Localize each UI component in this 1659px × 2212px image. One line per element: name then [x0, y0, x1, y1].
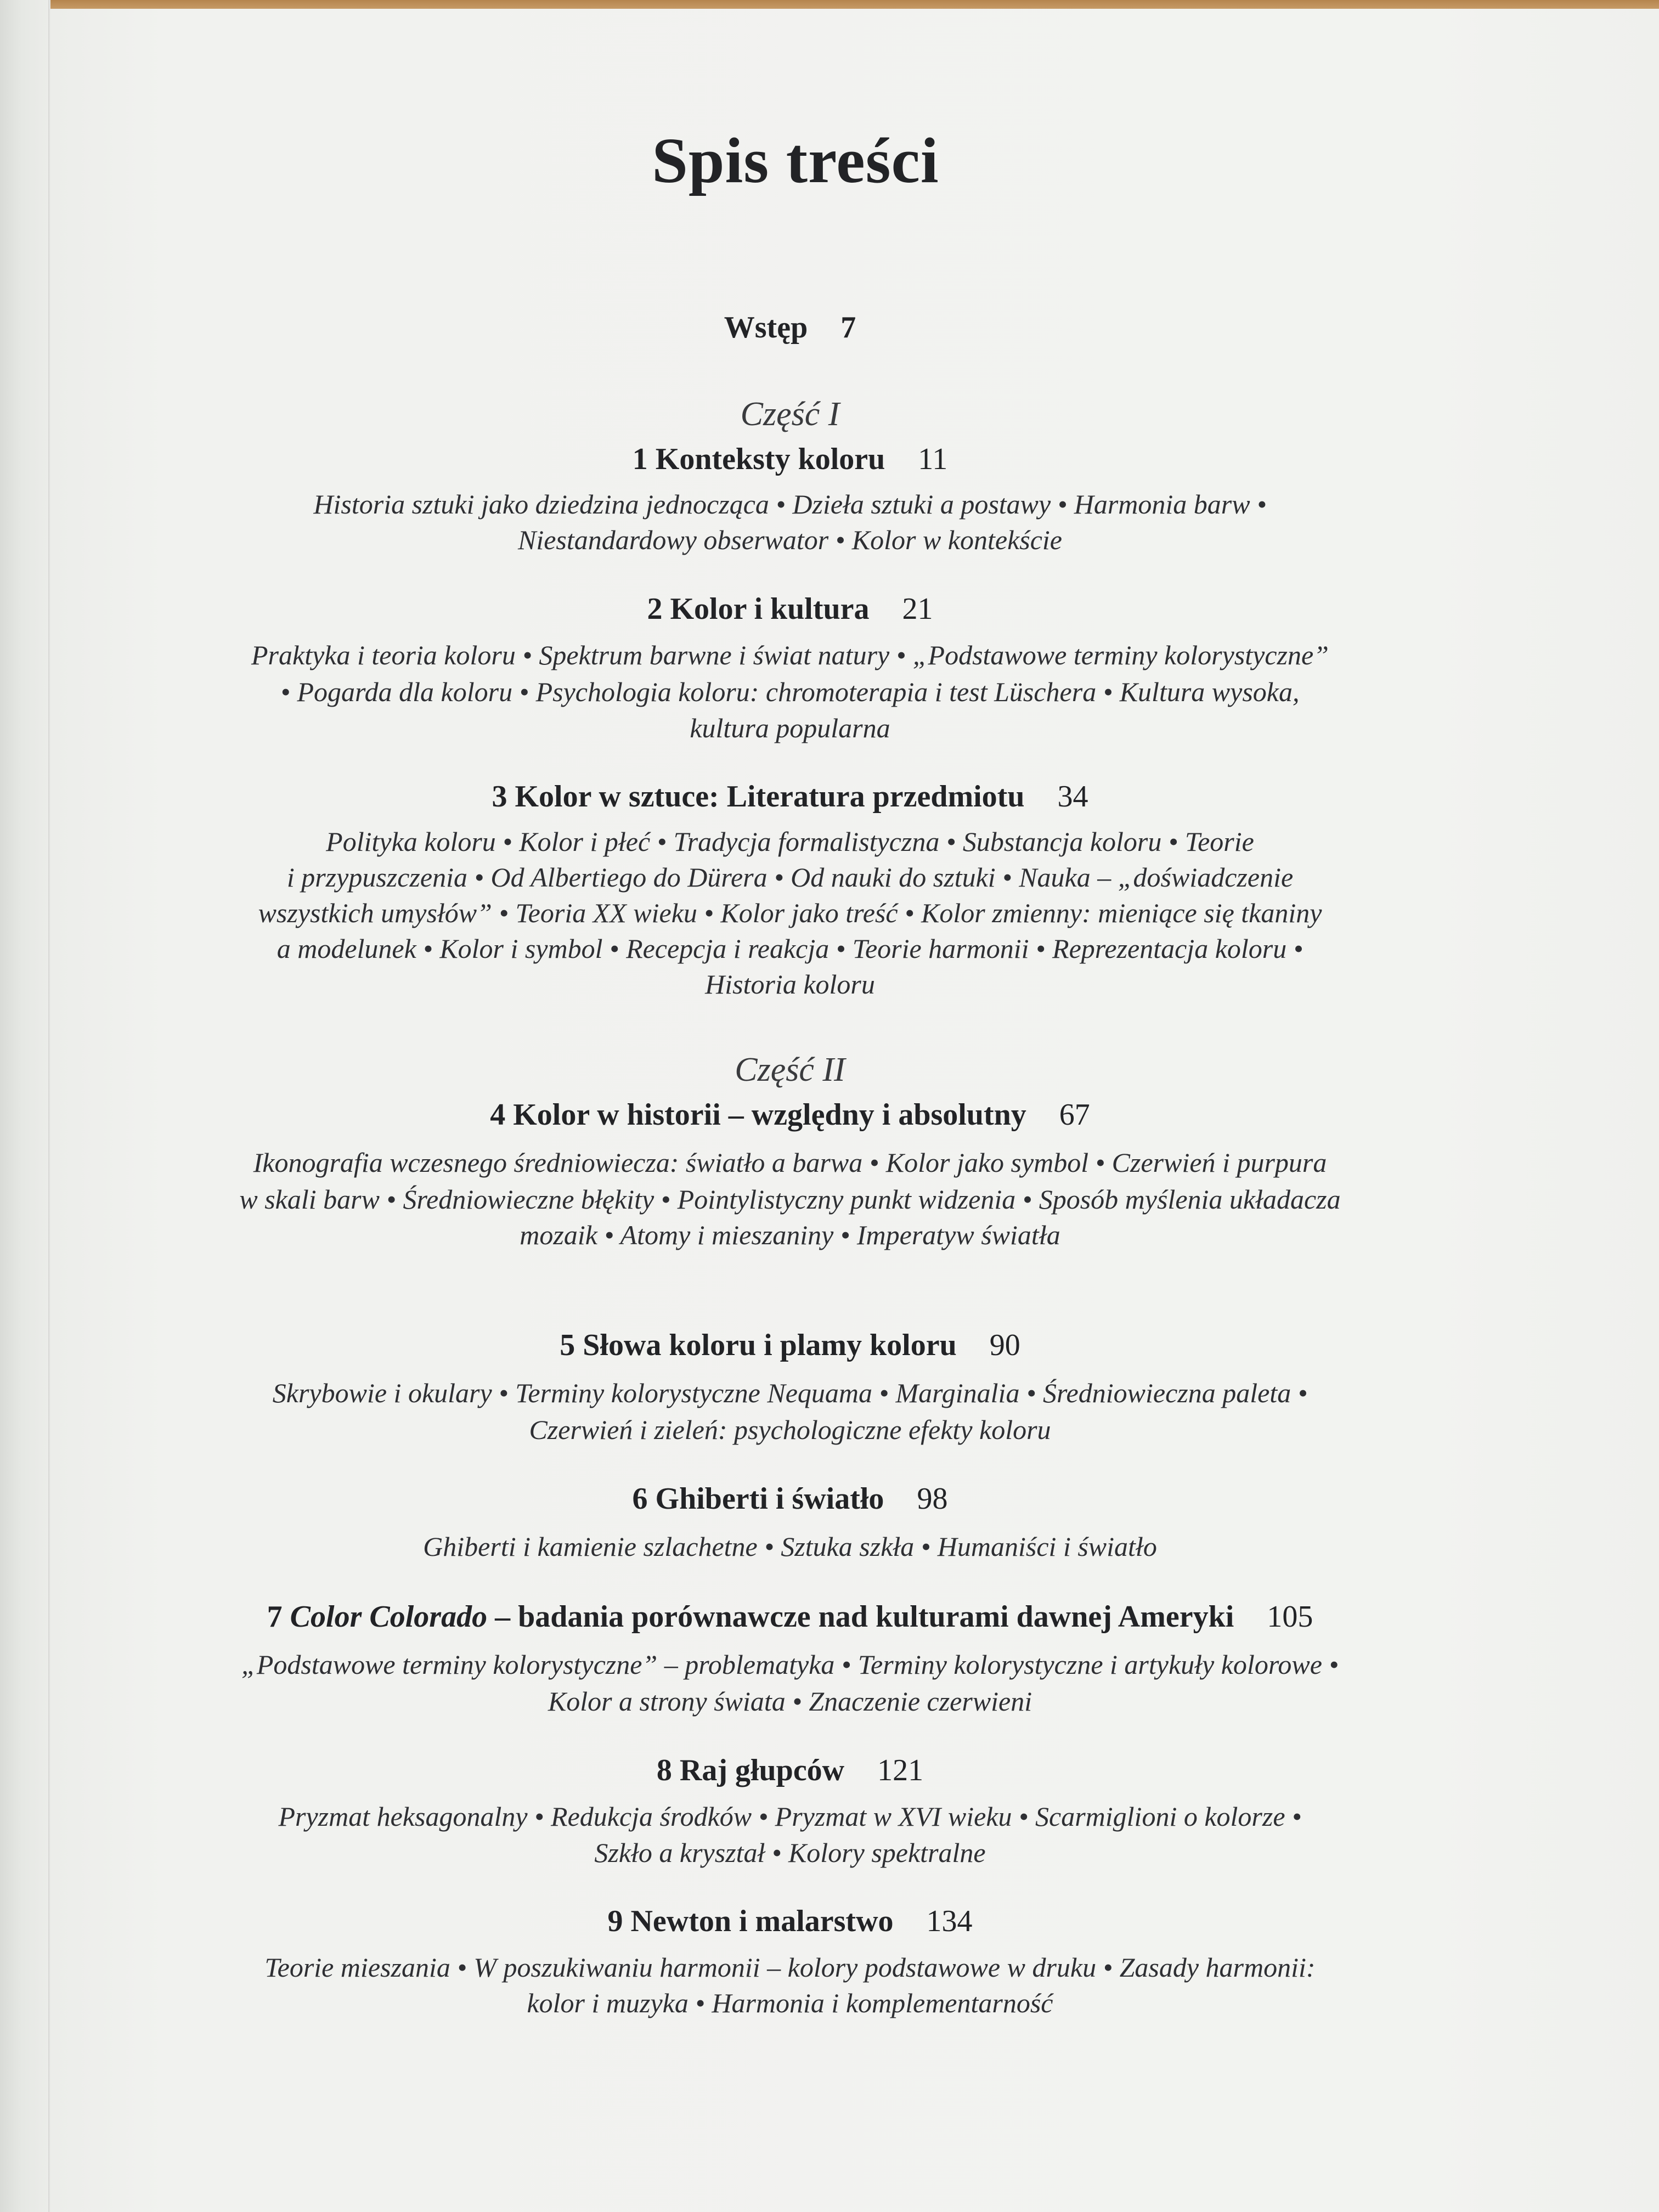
page-title: Spis treści [652, 125, 939, 196]
chapter-9-topics-line: kolor i muzyka • Harmonia i komplementarność [527, 1988, 1053, 2018]
chapter-3-heading [132, 779, 1448, 814]
chapter-3-topics-line: Historia koloru [705, 969, 875, 1000]
chapter-page: 67 [1059, 1098, 1090, 1132]
chapter-7-topics-line: „Podstawowe terminy kolorystyczne” – problematyka • Terminy kolorystyczne i artykuły kolorowe • [241, 1649, 1339, 1680]
chapter-page: 105 [1267, 1600, 1313, 1634]
chapter-8-topics-line: Pryzmat heksagonalny • Redukcja środków • Pryzmat w XVI wieku • Scarmiglioni o kolorze • [278, 1801, 1302, 1832]
part-one-label: Część I [740, 396, 840, 433]
chapter-1-topics-line: Historia sztuki jako dziedzina jednocząca • Dzieła sztuki a postawy • Harmonia barw • [313, 489, 1267, 520]
chapter-page: 11 [918, 442, 948, 476]
chapter-1-heading [132, 442, 1448, 477]
intro-page: 7 [840, 311, 856, 345]
chapter-8-topics-line: Szkło a kryształ • Kolory spektralne [594, 1837, 986, 1868]
chapter-9-heading [132, 1904, 1448, 1939]
chapter-5-topics-line: Skrybowie i okulary • Terminy kolorystyczne Nequama • Marginalia • Średniowieczna paleta • [272, 1378, 1308, 1408]
chapter-2-topics-line: Praktyka i teoria koloru • Spektrum barwne i świat natury • „Podstawowe terminy kolorystyczne” [251, 640, 1329, 670]
chapter-5-heading [132, 1328, 1448, 1363]
chapter-7-topics-line: Kolor a strony świata • Znaczenie czerwieni [548, 1686, 1032, 1717]
chapter-2-topics-line: kultura popularna [690, 713, 890, 743]
chapter-3-topics-line: wszystkich umysłów” • Teoria XX wieku • Kolor jako treść • Kolor zmienny: mieniące się tkaniny [258, 898, 1322, 928]
chapter-title: 6 Ghiberti i światło [632, 1482, 884, 1516]
chapter-4-topics-line: mozaik • Atomy i mieszaniny • Imperatyw światła [520, 1220, 1060, 1250]
chapter-4-topics-line: w skali barw • Średniowieczne błękity • Pointylistyczny punkt widzenia • Sposób myślenia układacza [239, 1184, 1341, 1215]
chapter-2-heading [132, 591, 1448, 627]
chapter-title: 2 Kolor i kultura [647, 592, 870, 626]
chapter-page: 21 [902, 592, 933, 626]
chapter-6-heading [132, 1481, 1448, 1516]
chapter-page: 121 [877, 1753, 924, 1787]
chapter-6-topics-line: Ghiberti i kamienie szlachetne • Sztuka szkła • Humaniści i światło [423, 1531, 1157, 1562]
chapter-5-topics-line: Czerwień i zieleń: psychologiczne efekty koloru [529, 1414, 1051, 1445]
chapter-page: 134 [926, 1904, 973, 1938]
chapter-4-heading [132, 1097, 1448, 1132]
chapter-title: 5 Słowa koloru i plamy koloru [560, 1328, 957, 1362]
chapter-number: 7 [267, 1600, 283, 1634]
chapter-3-topics-line: a modelunek • Kolor i symbol • Recepcja i reakcja • Teorie harmonii • Reprezentacja koloru • [276, 933, 1304, 964]
part-two-label: Część II [735, 1051, 845, 1088]
intro-label: Wstęp [724, 311, 808, 345]
chapter-7-heading [132, 1599, 1448, 1634]
chapter-title: 3 Kolor w sztuce: Literatura przedmiotu [492, 780, 1025, 814]
chapter-page: 98 [917, 1482, 948, 1516]
chapter-title-rest: – badania porównawcze nad kulturami dawnej Ameryki [495, 1600, 1234, 1634]
chapter-9-topics-line: Teorie mieszania • W poszukiwaniu harmonii – kolory podstawowe w druku • Zasady harmonii: [264, 1952, 1316, 1983]
chapter-3-topics-line: i przypuszczenia • Od Albertiego do Dürera • Od nauki do sztuki • Nauka – „doświadczenie [286, 862, 1294, 893]
chapter-title: 4 Kolor w historii – względny i absolutny [490, 1098, 1026, 1132]
chapter-title: 1 Konteksty koloru [632, 442, 885, 476]
chapter-3-topics-line: Polityka koloru • Kolor i płeć • Tradycja formalistyczna • Substancja koloru • Teorie [326, 826, 1254, 857]
chapter-page: 34 [1057, 780, 1088, 814]
chapter-2-topics-line: • Pogarda dla koloru • Psychologia koloru: chromoterapia i test Lüschera • Kultura wysoka, [280, 676, 1300, 707]
chapter-title: 9 Newton i malarstwo [607, 1904, 894, 1938]
intro-entry [132, 310, 1448, 345]
chapter-1-topics-line: Niestandardowy obserwator • Kolor w kontekście [518, 524, 1062, 555]
chapter-title: 8 Raj głupców [656, 1753, 845, 1787]
chapter-page: 90 [989, 1328, 1020, 1362]
chapter-4-topics-line: Ikonografia wczesnego średniowiecza: światło a barwa • Kolor jako symbol • Czerwień i purpura [253, 1147, 1327, 1178]
chapter-title-italic: Color Colorado [290, 1600, 488, 1634]
chapter-8-heading [132, 1753, 1448, 1788]
